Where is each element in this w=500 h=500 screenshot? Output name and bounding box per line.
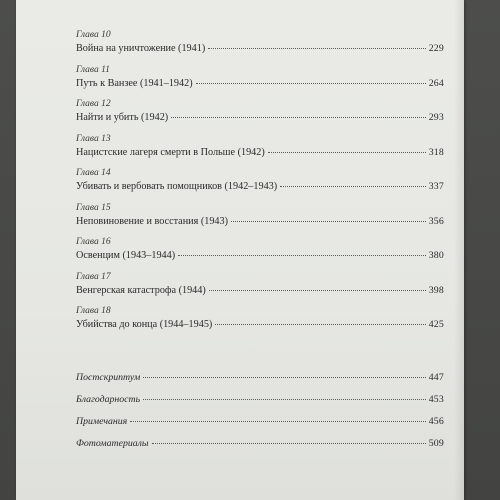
dot-leader <box>130 420 425 422</box>
page-edge-shadow <box>454 0 464 500</box>
chapter-line <box>76 215 444 228</box>
chapter-line <box>76 249 444 262</box>
dot-leader <box>171 116 426 118</box>
dot-leader <box>178 254 426 256</box>
back-matter-title: Фотоматериалы <box>76 437 149 449</box>
chapter-line <box>76 318 444 331</box>
dot-leader <box>280 185 426 187</box>
back-matter-title: Постскриптум <box>76 371 141 383</box>
chapter-title: Освенцим (1943–1944) <box>76 250 176 261</box>
page-number: 356 <box>428 215 444 227</box>
chapter-title: Нацистские лагеря смерти в Польше (1942) <box>76 146 265 158</box>
page-number: 425 <box>428 319 444 330</box>
chapter-line <box>76 42 444 55</box>
chapter-label: Глава 16 <box>76 237 111 247</box>
page-number: 509 <box>428 437 444 449</box>
chapter-title: Венгерская катастрофа (1944) <box>76 284 206 296</box>
dot-leader <box>196 82 426 84</box>
chapter-label: Глава 13 <box>76 133 111 144</box>
page-number: 229 <box>428 43 444 54</box>
chapter-line <box>76 180 444 193</box>
chapter-title: Неповиновение и восстания (1943) <box>76 215 229 227</box>
chapter-label: Глава 11 <box>76 64 110 75</box>
dot-leader <box>143 398 426 400</box>
chapter-title: Убийства до конца (1944–1945) <box>76 319 213 330</box>
back-matter-entry <box>76 433 444 455</box>
toc-entry <box>76 203 444 238</box>
chapter-line <box>76 77 444 90</box>
back-matter-list <box>76 367 444 455</box>
back-matter-title: Благодарность <box>76 393 141 405</box>
dot-leader <box>143 376 425 378</box>
book-page <box>16 0 464 500</box>
back-matter-entry <box>76 411 444 433</box>
chapter-title: Путь к Ванзее (1941–1942) <box>76 77 193 89</box>
section-spacer <box>76 341 444 367</box>
page-number: 264 <box>428 77 444 89</box>
dot-leader <box>268 151 426 153</box>
chapter-line <box>76 146 444 159</box>
chapter-line <box>76 284 444 297</box>
toc-entry <box>76 134 444 169</box>
chapter-label: Глава 10 <box>76 30 111 40</box>
chapter-label: Глава 17 <box>76 271 111 282</box>
chapter-list <box>76 30 444 341</box>
dot-leader <box>208 47 425 49</box>
chapter-label: Глава 15 <box>76 202 111 213</box>
toc-entry <box>76 237 444 272</box>
back-matter-entry <box>76 389 444 411</box>
toc-entry <box>76 272 444 307</box>
toc-entry <box>76 99 444 134</box>
dot-leader <box>152 442 426 444</box>
dot-leader <box>231 220 426 222</box>
back-matter-title: Примечания <box>76 415 128 427</box>
page-number: 456 <box>428 415 444 427</box>
dot-leader <box>209 289 426 291</box>
back-matter-entry <box>76 367 444 389</box>
toc-entry <box>76 65 444 100</box>
page-number: 447 <box>428 371 444 383</box>
chapter-title: Война на уничтожение (1941) <box>76 43 206 54</box>
page-number: 293 <box>428 112 444 123</box>
toc-entry <box>76 168 444 203</box>
chapter-label: Глава 12 <box>76 99 111 109</box>
page-number: 318 <box>428 146 444 158</box>
chapter-title: Убивать и вербовать помощников (1942–1943) <box>76 181 278 192</box>
chapter-label: Глава 18 <box>76 306 111 316</box>
toc-entry <box>76 30 444 65</box>
toc-entry <box>76 306 444 341</box>
chapter-label: Глава 14 <box>76 168 111 178</box>
chapter-line <box>76 111 444 124</box>
page-number: 398 <box>428 284 444 296</box>
page-number: 453 <box>428 393 444 405</box>
page-number: 337 <box>428 181 444 192</box>
table-of-contents <box>76 30 444 455</box>
dot-leader <box>215 323 425 325</box>
page-number: 380 <box>428 250 444 261</box>
chapter-title: Найти и убить (1942) <box>76 112 169 123</box>
